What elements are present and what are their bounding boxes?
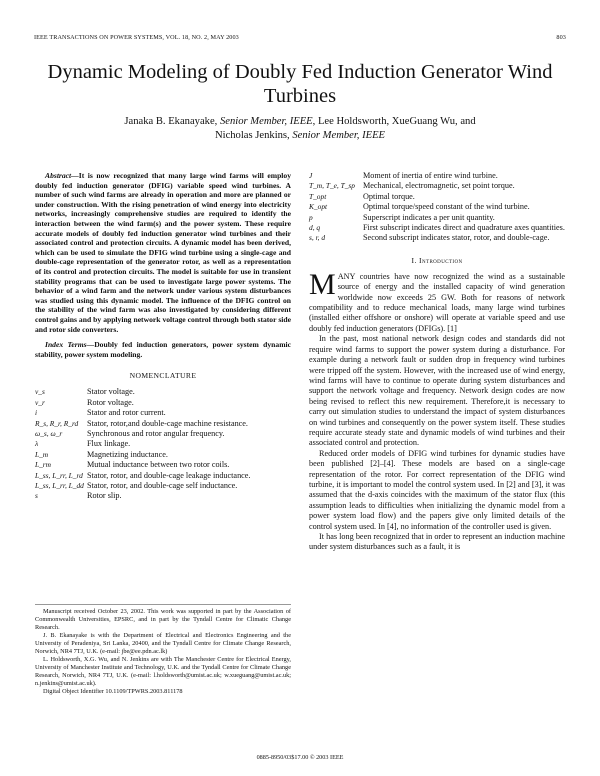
nomenclature-row xyxy=(35,439,291,449)
nomenclature-row xyxy=(35,387,291,397)
index-terms xyxy=(35,340,291,359)
nomenclature-definition: Mutual inductance between two rotor coils. xyxy=(87,460,230,470)
abstract xyxy=(35,171,291,334)
nomenclature-definition: Stator voltage. xyxy=(87,387,135,397)
nomenclature-definition: Mechanical, electromagnetic, set point torque. xyxy=(363,181,515,191)
nomenclature-symbol: T_opt xyxy=(309,191,327,201)
nomenclature-symbol: J xyxy=(309,171,313,180)
nomenclature-definition: Second subscript indicates stator, rotor, and double-cage. xyxy=(363,233,550,243)
paper-title: Dynamic Modeling of Doubly Fed Induction Generator Wind Turbines xyxy=(47,61,553,107)
nomenclature-symbol: d, q xyxy=(309,223,321,233)
author-3: Nicholas Jenkins, xyxy=(214,130,293,141)
intro-paragraph-1 xyxy=(309,267,565,334)
journal-info: IEEE TRANSACTIONS ON POWER SYSTEMS, VOL. 18, NO. 2, MAY 2003 xyxy=(34,34,239,41)
authors-2: , Lee Holdsworth, XueGuang Wu, and xyxy=(312,116,476,127)
nomenclature-symbol: s, r, d xyxy=(309,233,326,243)
nomenclature-row xyxy=(35,481,291,491)
nomenclature-row xyxy=(309,171,565,181)
nomenclature-definition: Stator, rotor, and double-cage leakage inductance. xyxy=(87,470,251,480)
nomenclature-definition: Optimal torque/speed constant of the wind turbine. xyxy=(363,202,530,212)
nomenclature-symbol: T_m, T_e, T_sp xyxy=(309,181,355,191)
intro-heading-num: I. xyxy=(411,255,420,265)
nomenclature-row xyxy=(35,419,291,429)
nomenclature-symbol: L_ss, L_rr, L_dd xyxy=(35,480,84,490)
index-terms-label: Index Terms— xyxy=(45,340,95,350)
nomenclature-row xyxy=(35,398,291,408)
nomenclature-row xyxy=(309,233,565,243)
running-header xyxy=(34,34,566,44)
nomenclature-heading: NOMENCLATURE xyxy=(129,371,197,381)
nomenclature-symbol: v_r xyxy=(35,397,45,407)
nomenclature-definition: Stator and rotor current. xyxy=(87,408,166,418)
nomenclature-definition: Stator, rotor,and double-cage machine resistance. xyxy=(87,418,248,428)
nomenclature-right-list xyxy=(309,171,565,244)
index-terms-text: Doubly fed induction generators, power system dynamic stability, power system modeling. xyxy=(35,340,291,359)
nomenclature-row xyxy=(35,408,291,418)
author-1-role: Senior Member, IEEE xyxy=(219,116,313,127)
nomenclature-symbol: i xyxy=(35,408,38,418)
nomenclature-row xyxy=(309,213,565,223)
left-column xyxy=(35,171,291,502)
nomenclature-symbol: R_s, R_r, R_rd xyxy=(35,418,79,428)
nomenclature-row xyxy=(35,471,291,481)
author-list xyxy=(60,115,540,143)
author-3-role: Senior Member, IEEE xyxy=(292,130,386,141)
nomenclature-row xyxy=(309,202,565,212)
nomenclature-row xyxy=(309,223,565,233)
intro-paragraph-2: In the past, most national network design codes and standards did not require wind farms to support the power system during a disturbance. For example during a network fault or sudden drop in frequency wind turbines were tripped off the system. However, with the increased use of wind energy, wind farms will have to continue to operate during system disturbances and support the network voltage and frequency. Network design codes are now being revised to reflect this new requirement. Therefore,it is necessary to carry out simulation studies to understand the impact of system disturbances on wind turbines and consequently on the power system itself. These studies require accurate steady state and dynamic models of wind turbines and their associated control and protection. xyxy=(309,334,565,448)
intro-paragraph-3: Reduced order models of DFIG wind turbines for dynamic studies have been published [2]–[4]. These models are based on a single-cage representation of the rotor. For correct representation of the DFIG wind turbine, it is important to model the control system used. In [2] and [3], it was assumed that the d-axis coincides with the maximum of the stator flux (this assumption leads to difficulties when initializing the dynamic model from a power system load flow) and the papers give only limited details of the control system used. In [4], no information of the controller used is given. xyxy=(309,448,565,531)
right-column xyxy=(309,171,565,553)
nomenclature-definition: Magnetizing inductance. xyxy=(87,449,168,459)
nomenclature-definition: Moment of inertia of entire wind turbine. xyxy=(363,171,498,180)
footnotes xyxy=(35,608,291,696)
nomenclature-symbol: L_rm xyxy=(35,460,52,470)
footnote-ekanayake: J. B. Ekanayake is with the Department of Electrical and Electronics Engineering and the University of Peradeniya, Sri Lanka, 20400, and the Tyndall Centre for Climate Change Research, Norwich, NR4 7TJ, U.K. (e-mail: jbe@ee.pdn.ac.lk) xyxy=(35,632,291,655)
nomenclature-symbol: p xyxy=(309,212,313,222)
introduction-heading xyxy=(309,256,565,265)
nomenclature-row xyxy=(35,450,291,460)
nomenclature-row xyxy=(35,491,291,501)
nomenclature-symbol: K_opt xyxy=(309,202,328,212)
nomenclature-symbol: λ xyxy=(35,439,39,449)
footnote-rule xyxy=(35,604,291,605)
footnote-received: Manuscript received October 23, 2002. This work was supported in part by the Association of Commonwealth Universities, EPSRC, and in part by the Tyndall Centre for Climatic Change Research. xyxy=(35,608,291,631)
intro-heading-text: Introduction xyxy=(419,255,463,265)
drop-cap: M xyxy=(309,267,336,301)
nomenclature-symbol: v_s xyxy=(35,387,45,397)
nomenclature-symbol: L_m xyxy=(35,449,49,459)
copyright-footer: 0885-8950/03$17.00 © 2003 IEEE xyxy=(256,754,344,761)
footnote-holdsworth: L. Holdsworth, X.G. Wu, and N. Jenkins are with The Manchester Centre for Electrical Energy, University of Manchester Institute and Technology, U.K. and the Tyndall Centre for Climate Change Research, Norwich, NR4 7TJ, U.K. (e-mail: l.holdsworth@umist.ac.uk; w.xueguang@umist.ac.uk; n.jenkins@umist.ac.uk). xyxy=(35,656,291,687)
nomenclature-row xyxy=(35,429,291,439)
nomenclature-row xyxy=(309,181,565,191)
nomenclature-row xyxy=(35,460,291,470)
footnote-doi: Digital Object Identifier 10.1109/TPWRS.2003.811178 xyxy=(43,688,183,695)
nomenclature-symbol: s xyxy=(35,491,38,501)
nomenclature-definition: First subscript indicates direct and quadrature axes quantities. xyxy=(363,223,565,233)
nomenclature-symbol: ω_s, ω_r xyxy=(35,428,63,438)
nomenclature-left-list xyxy=(35,387,291,501)
abstract-label: Abstract— xyxy=(45,171,79,180)
nomenclature-definition: Rotor slip. xyxy=(87,491,122,501)
page-number: 803 xyxy=(556,34,566,41)
nomenclature-definition: Synchronous and rotor angular frequency. xyxy=(87,428,225,438)
nomenclature-definition: Flux linkage. xyxy=(87,439,131,449)
nomenclature-definition: Superscript indicates a per unit quantity. xyxy=(363,212,495,222)
intro-paragraph-4: It has long been recognized that in order to represent an induction machine under system disturbances such as a fault, it is xyxy=(309,532,565,552)
author-1: Janaka B. Ekanayake, xyxy=(124,116,220,127)
nomenclature-definition: Rotor voltage. xyxy=(87,397,134,407)
nomenclature-row xyxy=(309,192,565,202)
nomenclature-definition: Optimal torque. xyxy=(363,191,415,201)
intro-p1-text: ANY countries have now recognized the wind as a sustainable source of energy and the installed capacity of wind generation worldwide now exceeds 25 GW. Both for reasons of network compatibility and to reduce mechanical loads, many large wind turbines (installed either offshore or onshore) will operate at variable speed and use doubly fed induction generators (DFIGs). [1] xyxy=(309,271,565,333)
abstract-text: It is now recognized that many large wind farms will employ doubly fed induction generator (DFIG) variable speed wind turbines. A number of such wind farms are already in operation and more are planned or under construction. With the rising penetration of wind energy into electricity networks, increasingly comprehensive studies are required to identify the interaction between the wind farm(s) and the power system. These require accurate models of doubly fed induction generator wind turbines and their associated control and protection circuits. A dynamic model has been derived, which can be used to simulate the DFIG wind turbine using a single-cage and double-cage representation of the generator rotor, as well as a representation of its control and protection circuits. The model is suitable for use in transient stability programs that can be used to investigate large power systems. The behavior of a wind farm and the network under various system disturbances was studied using this dynamic model. The influence of the DFIG control on the stability of the wind farm was also investigated by considering different control gains and by applying network voltage control through both stator side and rotor side converters. xyxy=(35,171,291,334)
nomenclature-definition: Stator, rotor, and double-cage self inductance. xyxy=(87,480,238,490)
nomenclature-symbol: L_ss, L_rr, L_rd xyxy=(35,470,83,480)
